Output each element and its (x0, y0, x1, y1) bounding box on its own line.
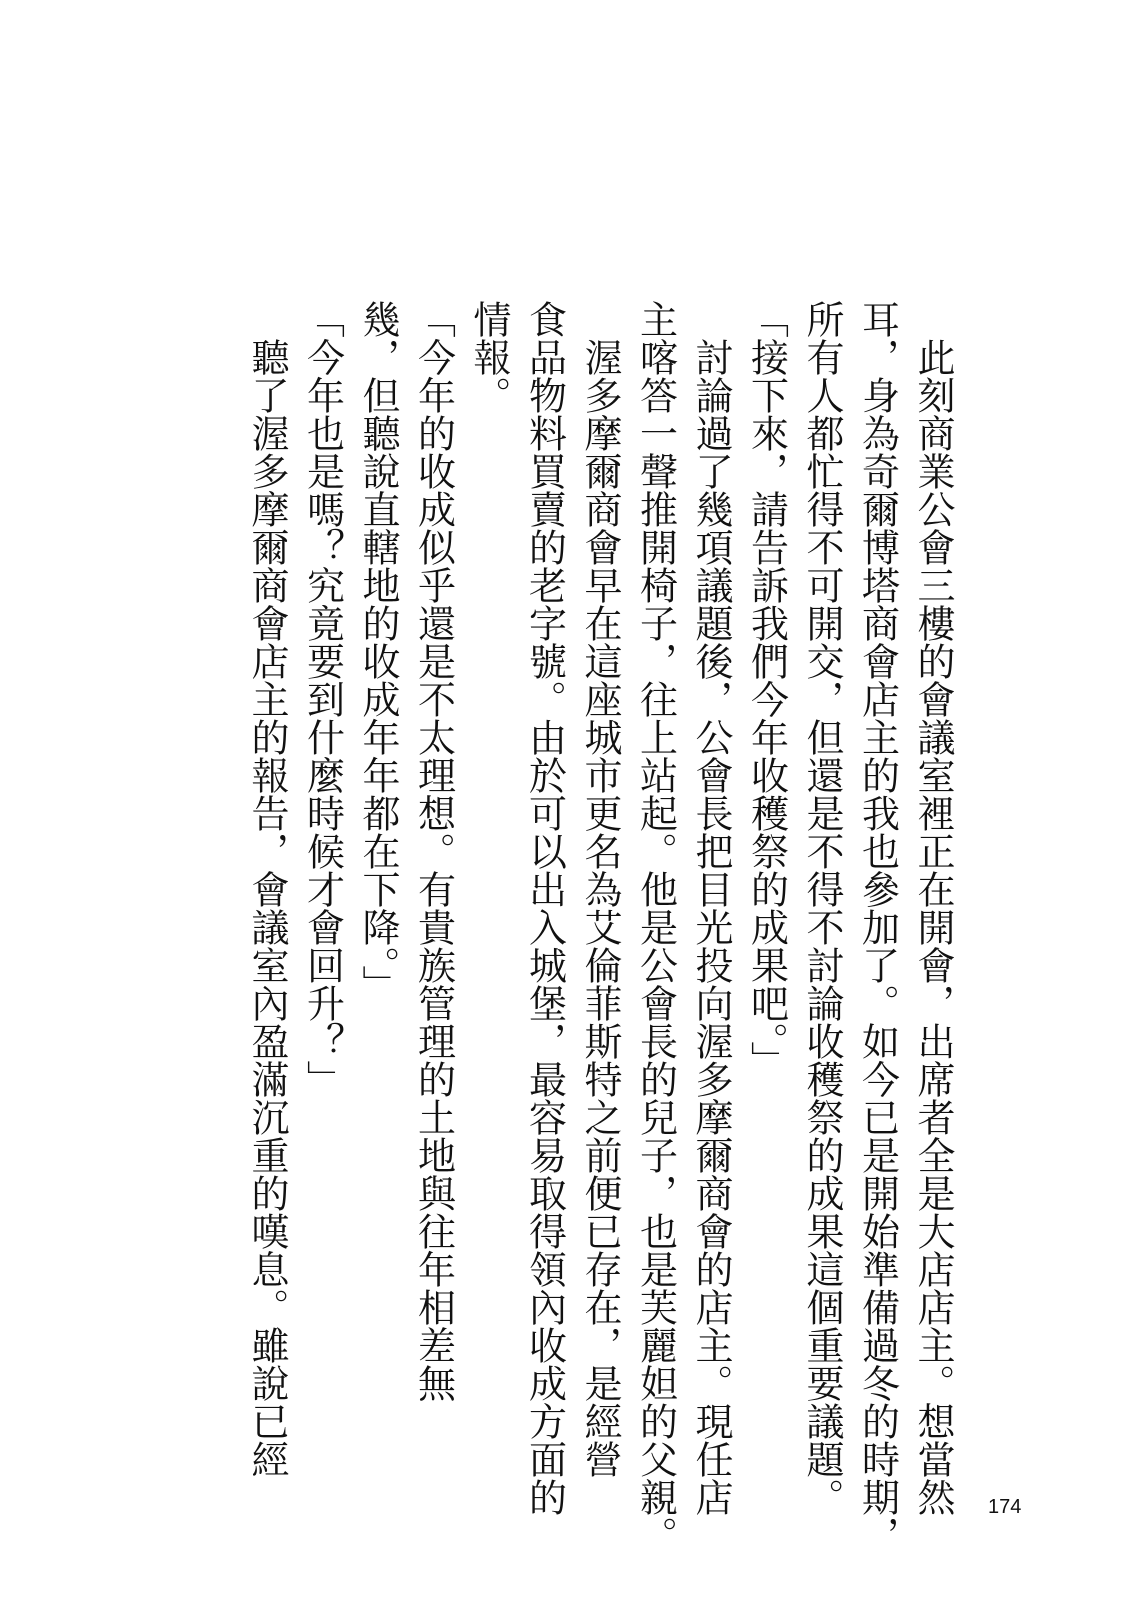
text-line: 聽了渥多摩爾商會店主的報告，會議室內盈滿沉重的嘆息。雖說已經 (245, 300, 289, 1478)
text-line: 耳，身為奇爾博塔商會店主的我也參加了。如今已是開始準備過冬的時期， (855, 300, 900, 1554)
text-line: 「今年的收成似乎還是不太理想。有貴族管理的土地與往年相差無 (411, 300, 456, 1402)
text-line: 主喀答一聲推開椅子，往上站起。他是公會長的兒子，也是芙麗妲的父親。 (633, 300, 678, 1554)
text-line: 情報。 (467, 300, 511, 414)
text-line: 幾，但聽說直轄地的收成年年都在下降。」 (356, 300, 400, 1003)
text-line: 此刻商業公會三樓的會議室裡正在開會，出席者全是大店店主。想當然 (911, 300, 955, 1516)
vertical-text-block (239, 300, 961, 1554)
text-line: 「今年也是嗎？究竟要到什麼時候才會回升？」 (300, 300, 345, 1098)
page-number: 174 (988, 1496, 1022, 1518)
text-line: 食品物料買賣的老字號。由於可以出入城堡，最容易取得領內收成方面的 (522, 300, 567, 1516)
text-line: 所有人都忙得不可開交，但還是不得不討論收穫祭的成果這個重要議題。 (800, 300, 844, 1516)
text-line: 「接下來，請告訴我們今年收穫祭的成果吧。」 (744, 300, 789, 1079)
text-line: 渥多摩爾商會早在這座城市更名為艾倫菲斯特之前便已存在，是經營 (578, 300, 622, 1478)
text-line: 討論過了幾項議題後，公會長把目光投向渥多摩爾商會的店主。現任店 (689, 300, 733, 1516)
